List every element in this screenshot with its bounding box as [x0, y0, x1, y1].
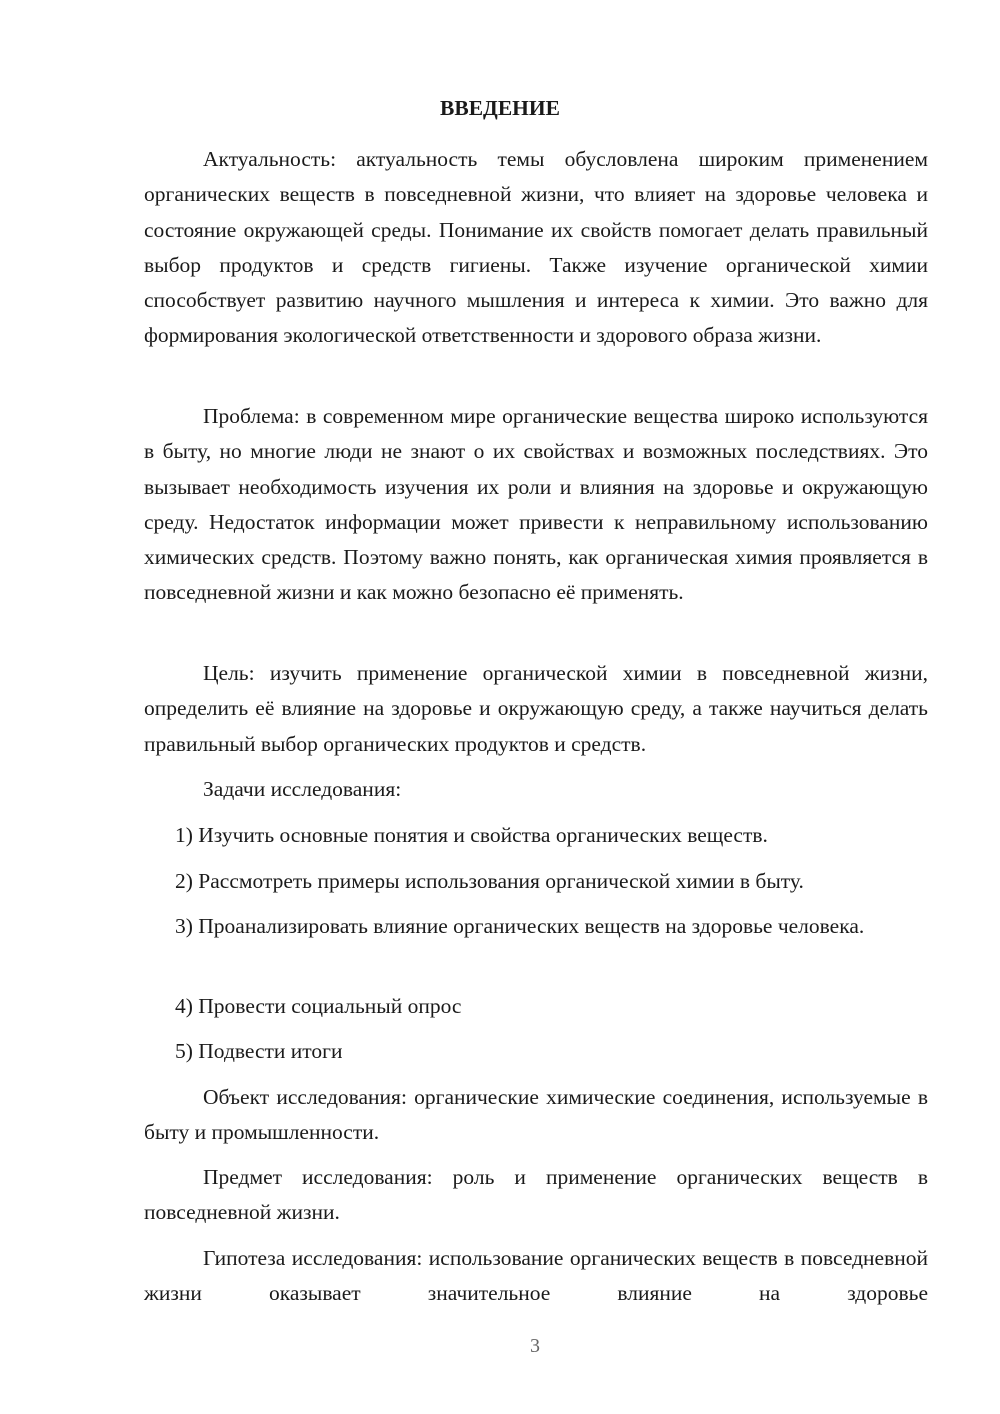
task-item — [144, 818, 928, 853]
paragraph-problem — [144, 399, 928, 611]
task-item-4: 4) Провести социальный опрос — [175, 994, 462, 1018]
task-item — [144, 989, 928, 1024]
paragraph-object — [144, 1080, 928, 1151]
object-text: Объект исследования: органические химические соединения, используемые в быту и промышленности. — [144, 1085, 928, 1145]
paragraph-actuality — [144, 142, 928, 354]
page-number: 3 — [530, 1335, 540, 1357]
paragraph-goal — [144, 656, 928, 762]
page-title: ВВЕДЕНИЕ — [440, 96, 560, 120]
goal-text: Цель: изучить применение органической химии в повседневной жизни, определить её влияние на здоровье и окружающую среду, а также научиться делать правильный выбор органических продуктов и средств. — [144, 661, 928, 756]
task-item — [144, 1034, 928, 1069]
task-item-3: 3) Проанализировать влияние органических веществ на здоровье человека. — [175, 914, 865, 938]
task-item — [144, 864, 928, 899]
hypothesis-text: Гипотеза исследования: использование органических веществ в повседневной жизни оказывает значительное влияние на здоровье — [144, 1246, 928, 1306]
task-item-1: 1) Изучить основные понятия и свойства органических веществ. — [175, 823, 768, 847]
paragraph-hypothesis — [144, 1241, 928, 1312]
task-item-5: 5) Подвести итоги — [175, 1039, 343, 1063]
tasks-heading: Задачи исследования: — [203, 777, 402, 801]
task-item-2: 2) Рассмотреть примеры использования органической химии в быту. — [175, 869, 804, 893]
tasks-heading-block — [144, 772, 928, 807]
paragraph-subject — [144, 1160, 928, 1231]
task-item — [144, 909, 928, 944]
actuality-text: Актуальность: актуальность темы обусловлена широким применением органических веществ в повседневной жизни, что влияет на здоровье человека и состояние окружающей среды. Понимание их свойств помогает делать правильный выбор продуктов и средств гигиены. Также изучение органической химии способствует развитию научного мышления и интереса к химии. Это важно для формирования экологической ответственности и здорового образа жизни. — [144, 147, 928, 348]
subject-text: Предмет исследования: роль и применение органических веществ в повседневной жизни. — [144, 1165, 928, 1225]
problem-text: Проблема: в современном мире органические вещества широко используются в быту, но многие люди не знают о их свойствах и возможных последствиях. Это вызывает необходимость изучения их роли и влияния на здоровье и окружающую среду. Недостаток информации может привести к неправильному использованию химических средств. Поэтому важно понять, как органическая химия проявляется в повседневной жизни и как можно безопасно её применять. — [144, 404, 928, 605]
